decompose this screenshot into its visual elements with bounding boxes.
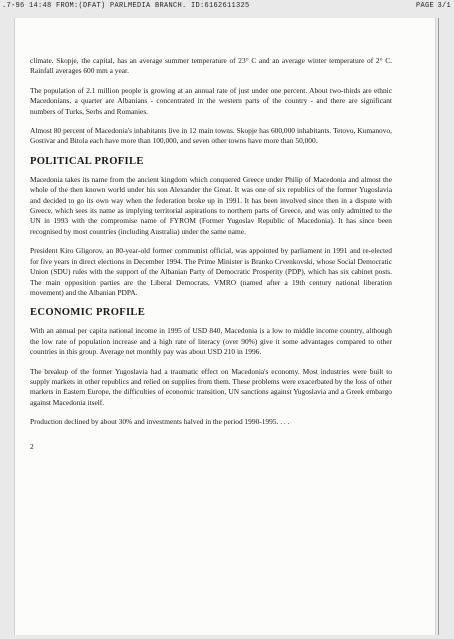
paragraph-breakup: The breakup of the former Yugoslavia had a traumatic effect on Macedonia's economy. Most industries were built to supply markets in other republics and relied on supplies from them. These problems were exacerbated by the loss of other markets in Eastern Europe, the difficulties of economic transition, UN sanctions against Yugoslavia and a Greek embargo against Macedonia itself. <box>30 366 392 407</box>
paragraph-production: Production declined by about 30% and investments halved in the period 1990-1995. . . . <box>30 417 290 427</box>
scan-edge-line <box>438 18 439 635</box>
page-number: 2 <box>30 441 34 451</box>
paragraph-government: President Kiro Gligorov, an 80-year-old former communist official, was appointed by parliament in 1991 and re-elected for five years in direct elections in December 1994. The Prime Minister is Branko Crvenkovski, whose Social Democratic Union (SDU) rules with the support of the Albanian Party of Democratic Prosperity (PDP), which has six cabinet posts. The main opposition parties are the Liberal Democrats, VMRO (named after a 19th century national liberation movement) and the Albanian PDPA. <box>30 246 392 297</box>
paragraph-towns: Almost 80 percent of Macedonia's inhabitants live in 12 main towns. Skopje has 600,000 inhabitants. Tetovo, Kumanovo, Gostivar and Bitola each have more than 100,000, and seven other towns have more than 50,000. <box>30 126 392 146</box>
paragraph-income: With an annual per capita national income in 1995 of USD 840, Macedonia is a low to middle income country, although the low rate of population increase and a high rate of literacy (over 90%) give it some advantages compared to other countries in this group. Average net monthly pay was about USD 210 in 1996. <box>30 326 392 357</box>
heading-political-profile: POLITICAL PROFILE <box>30 155 144 167</box>
fax-page-number: 3/1 <box>437 2 451 10</box>
paragraph-climate: climate. Skopje, the capital, has an average summer temperature of 23° C and an average winter temperature of 2° C. Rainfall averages 600 mm a year. <box>30 56 392 76</box>
paragraph-history: Macedonia takes its name from the ancient kingdom which conquered Greece under Philip of Macedonia and almost the whole of the then known world under his son Alexander the Great. It was one of six republics of the former Yugoslavia and decided to go its own way when the federation broke up in 1991. It has been involved since then in a dispute with Greece, which sees its name as implying territorial aspirations to northern parts of Greece, and was only admitted to the UN in 1993 with the compromise name of FYROM (Former Yugoslav Republic of Macedonia). It has since been recognised by most countries (including Australia) under the same name. <box>30 174 392 236</box>
fax-page-label: PAGE <box>415 2 434 10</box>
fax-header <box>0 2 454 14</box>
document-body <box>30 56 392 451</box>
fax-transmission-line: .7-96 14:48 FROM:(DFAT) PARLMEDIA BRANCH. ID:6162611325 <box>2 2 250 10</box>
paragraph-population: The population of 2.1 million people is growing at an annual rate of just under one percent. About two-thirds are ethnic Macedonians, a quarter are Albanians - concentrated in the western parts of the country - and there are significant numbers of Turks, Serbs and Romanies. <box>30 85 392 116</box>
heading-economic-profile: ECONOMIC PROFILE <box>30 307 146 319</box>
